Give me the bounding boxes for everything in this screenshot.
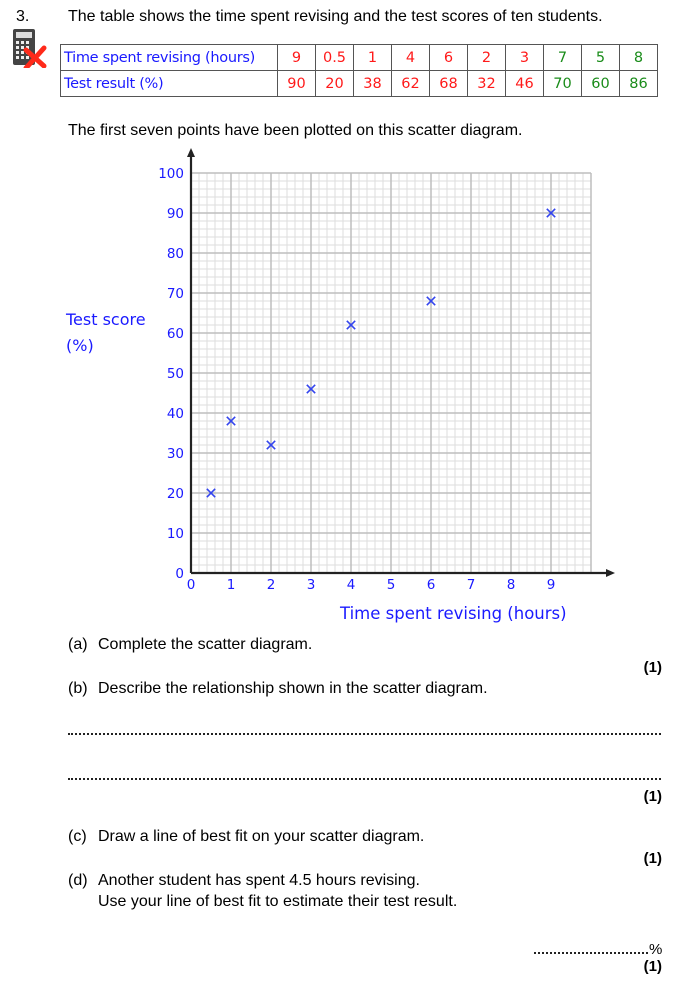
hours-cell: 7 (544, 45, 582, 71)
part-d-text-line2: Use your line of best fit to estimate their test result. (98, 893, 458, 910)
y-tick-label: 20 (166, 486, 184, 502)
part-b-marks: (1) (643, 788, 662, 805)
hours-cell: 6 (430, 45, 468, 71)
x-tick-label: 3 (306, 577, 316, 593)
score-cell: 20 (316, 71, 354, 97)
score-cell: 90 (278, 71, 316, 97)
y-tick-label: 30 (166, 446, 184, 462)
answer-line-b1[interactable] (68, 733, 661, 735)
y-tick-label: 70 (166, 286, 184, 302)
y-tick-label: 40 (166, 406, 184, 422)
x-tick-label: 6 (426, 577, 436, 593)
part-d-text: Another student has spent 4.5 hours revising. (98, 872, 420, 889)
y-axis-label-line1: Test score (66, 310, 146, 329)
chart-intro: The first seven points have been plotted on this scatter diagram. (68, 122, 523, 139)
part-b-text: Describe the relationship shown in the scatter diagram. (98, 680, 488, 697)
y-tick-label: 80 (166, 246, 184, 262)
part-a-tag: (a) (68, 636, 88, 653)
y-tick-label: 60 (166, 326, 184, 342)
score-cell: 86 (620, 71, 658, 97)
score-cell: 38 (354, 71, 392, 97)
answer-line-b2[interactable] (68, 778, 661, 780)
part-c-tag: (c) (68, 828, 87, 845)
score-cell: 60 (582, 71, 620, 97)
x-tick-label: 9 (546, 577, 556, 593)
y-axis-label-line2: (%) (66, 336, 94, 355)
y-tick-label: 0 (175, 566, 184, 582)
score-cell: 68 (430, 71, 468, 97)
question-intro: The table shows the time spent revising and the test scores of ten students. (68, 8, 603, 25)
x-axis-label: Time spent revising (hours) (340, 604, 567, 623)
part-c (68, 828, 424, 846)
part-d-answer[interactable] (534, 940, 662, 958)
part-c-marks: (1) (643, 850, 662, 867)
answer-line-d[interactable] (534, 940, 648, 954)
x-tick-label: 4 (346, 577, 356, 593)
y-tick-label: 90 (166, 206, 184, 222)
part-a-text: Complete the scatter diagram. (98, 636, 313, 653)
y-tick-label: 100 (158, 166, 184, 182)
hours-cell: 5 (582, 45, 620, 71)
hours-cell: 3 (506, 45, 544, 71)
part-d-marks: (1) (643, 958, 662, 975)
x-tick-label: 0 (186, 577, 196, 593)
percent-suffix: % (649, 941, 663, 958)
x-tick-label: 2 (266, 577, 276, 593)
part-b (68, 680, 488, 698)
part-d (68, 872, 420, 890)
y-axis-label (66, 307, 146, 359)
score-cell: 46 (506, 71, 544, 97)
x-tick-label: 5 (386, 577, 396, 593)
row-label-scores: Test result (%) (61, 71, 278, 97)
y-tick-label: 50 (166, 366, 184, 382)
part-a-marks: (1) (643, 659, 662, 676)
row-label-hours: Time spent revising (hours) (61, 45, 278, 71)
y-tick-label: 10 (166, 526, 184, 542)
score-cell: 32 (468, 71, 506, 97)
x-tick-label: 8 (506, 577, 516, 593)
hours-cell: 2 (468, 45, 506, 71)
hours-cell: 9 (278, 45, 316, 71)
part-a (68, 636, 312, 654)
score-cell: 70 (544, 71, 582, 97)
hours-cell: 1 (354, 45, 392, 71)
part-c-text: Draw a line of best fit on your scatter diagram. (98, 828, 425, 845)
part-b-tag: (b) (68, 680, 88, 697)
hours-cell: 0.5 (316, 45, 354, 71)
x-tick-label: 1 (226, 577, 236, 593)
question-number: 3. (16, 8, 30, 25)
score-cell: 62 (392, 71, 430, 97)
x-tick-label: 7 (466, 577, 476, 593)
hours-cell: 4 (392, 45, 430, 71)
hours-cell: 8 (620, 45, 658, 71)
part-d-tag: (d) (68, 872, 88, 889)
